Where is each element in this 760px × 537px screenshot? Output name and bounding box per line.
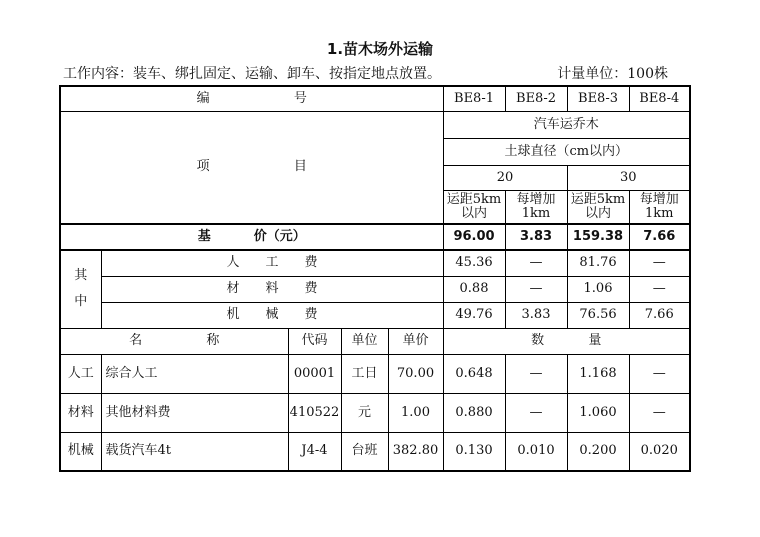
detail-price-header: 单价 — [388, 328, 443, 354]
detail-name: 其他材料费 — [101, 393, 288, 432]
base-price-label — [60, 224, 443, 250]
detail-row — [60, 354, 690, 393]
detail-header-row — [60, 328, 690, 354]
detail-qty: 0.010 — [505, 432, 567, 471]
category-cell: 汽车运乔木 — [443, 111, 690, 138]
work-content: 工作内容：装车、绑扎固定、运输、卸车、按指定地点放置。 — [63, 66, 441, 82]
detail-type: 机械 — [60, 432, 101, 471]
col-desc-cell — [629, 190, 690, 224]
col-desc-line: 运距5km — [570, 191, 626, 207]
subcategory-cell: 土球直径（cm以内） — [443, 138, 690, 165]
col-desc-line: 每增加 — [516, 191, 556, 207]
among-value: — — [505, 276, 567, 302]
base-price-label-a: 基 — [197, 229, 211, 244]
code-row — [60, 86, 690, 111]
item-label-b: 目 — [293, 159, 307, 175]
among-value: 1.06 — [567, 276, 629, 302]
among-value: 49.76 — [443, 302, 505, 328]
page-title: 1.苗木场外运输 — [326, 40, 434, 58]
detail-qty: 0.648 — [443, 354, 505, 393]
among-value: — — [629, 276, 690, 302]
measure-unit: 计量单位：100株 — [557, 66, 668, 82]
among-name: 人 工 费 — [101, 250, 443, 276]
among-value: 81.76 — [567, 250, 629, 276]
among-name: 机 械 费 — [101, 302, 443, 328]
detail-name: 综合人工 — [101, 354, 288, 393]
among-label-b: 中 — [74, 294, 88, 310]
base-price-label-b: 价（元） — [253, 229, 306, 244]
among-row — [60, 250, 690, 276]
among-row — [60, 276, 690, 302]
detail-unit: 工日 — [341, 354, 388, 393]
code-header-cell — [60, 86, 443, 111]
diameter-cell: 30 — [567, 165, 690, 190]
detail-code: J4-4 — [288, 432, 341, 471]
col-desc-cell — [567, 190, 629, 224]
col-desc-line: 每增加 — [639, 191, 679, 207]
detail-code-header: 代码 — [288, 328, 341, 354]
detail-row — [60, 432, 690, 471]
detail-code: 410522 — [288, 393, 341, 432]
detail-qty-a: 数 — [531, 333, 545, 348]
col-desc-cell — [505, 190, 567, 224]
col-desc-line: 1km — [521, 205, 551, 221]
col-desc-cell — [443, 190, 505, 224]
detail-qty-b: 量 — [588, 333, 602, 348]
detail-qty: — — [505, 354, 567, 393]
among-value: 3.83 — [505, 302, 567, 328]
detail-qty: 0.130 — [443, 432, 505, 471]
col-desc-line: 以内 — [585, 205, 612, 221]
code-cell: BE8-2 — [505, 86, 567, 111]
among-name: 材 料 费 — [101, 276, 443, 302]
item-label-a: 项 — [196, 159, 210, 175]
detail-name: 载货汽车4t — [101, 432, 288, 471]
detail-qty: 0.880 — [443, 393, 505, 432]
among-value: 76.56 — [567, 302, 629, 328]
among-value: 45.36 — [443, 250, 505, 276]
detail-type: 人工 — [60, 354, 101, 393]
detail-name-header — [60, 328, 288, 354]
detail-qty: 0.020 — [629, 432, 690, 471]
base-price-value: 96.00 — [443, 224, 505, 250]
detail-price: 1.00 — [388, 393, 443, 432]
col-desc-line: 1km — [645, 205, 674, 221]
detail-qty: 1.168 — [567, 354, 629, 393]
among-label-a: 其 — [74, 268, 88, 284]
among-value: — — [629, 250, 690, 276]
detail-qty: 0.200 — [567, 432, 629, 471]
detail-unit: 元 — [341, 393, 388, 432]
col-desc-line: 运距5km — [446, 191, 502, 207]
among-value: 0.88 — [443, 276, 505, 302]
among-value: — — [505, 250, 567, 276]
code-cell: BE8-3 — [567, 86, 629, 111]
col-desc-line: 以内 — [461, 205, 488, 221]
among-value: 7.66 — [629, 302, 690, 328]
detail-name-a: 名 — [129, 333, 143, 348]
detail-qty: — — [505, 393, 567, 432]
base-price-value: 3.83 — [505, 224, 567, 250]
base-price-value: 7.66 — [629, 224, 690, 250]
detail-qty: — — [629, 354, 690, 393]
detail-type: 材料 — [60, 393, 101, 432]
detail-row — [60, 393, 690, 432]
detail-unit-header: 单位 — [341, 328, 388, 354]
code-cell: BE8-1 — [443, 86, 505, 111]
among-label — [60, 250, 101, 328]
detail-code: 00001 — [288, 354, 341, 393]
base-price-value: 159.38 — [567, 224, 629, 250]
among-row — [60, 302, 690, 328]
detail-qty: — — [629, 393, 690, 432]
detail-qty: 1.060 — [567, 393, 629, 432]
code-label-b: 号 — [293, 90, 307, 106]
detail-unit: 台班 — [341, 432, 388, 471]
detail-qty-header — [443, 328, 690, 354]
detail-name-b: 称 — [206, 333, 220, 348]
code-label-a: 编 — [196, 90, 210, 106]
code-cell: BE8-4 — [629, 86, 690, 111]
detail-price: 70.00 — [388, 354, 443, 393]
diameter-cell: 20 — [443, 165, 567, 190]
quota-table — [59, 85, 691, 472]
detail-price: 382.80 — [388, 432, 443, 471]
base-price-row — [60, 224, 690, 250]
item-header-cell — [60, 111, 443, 224]
